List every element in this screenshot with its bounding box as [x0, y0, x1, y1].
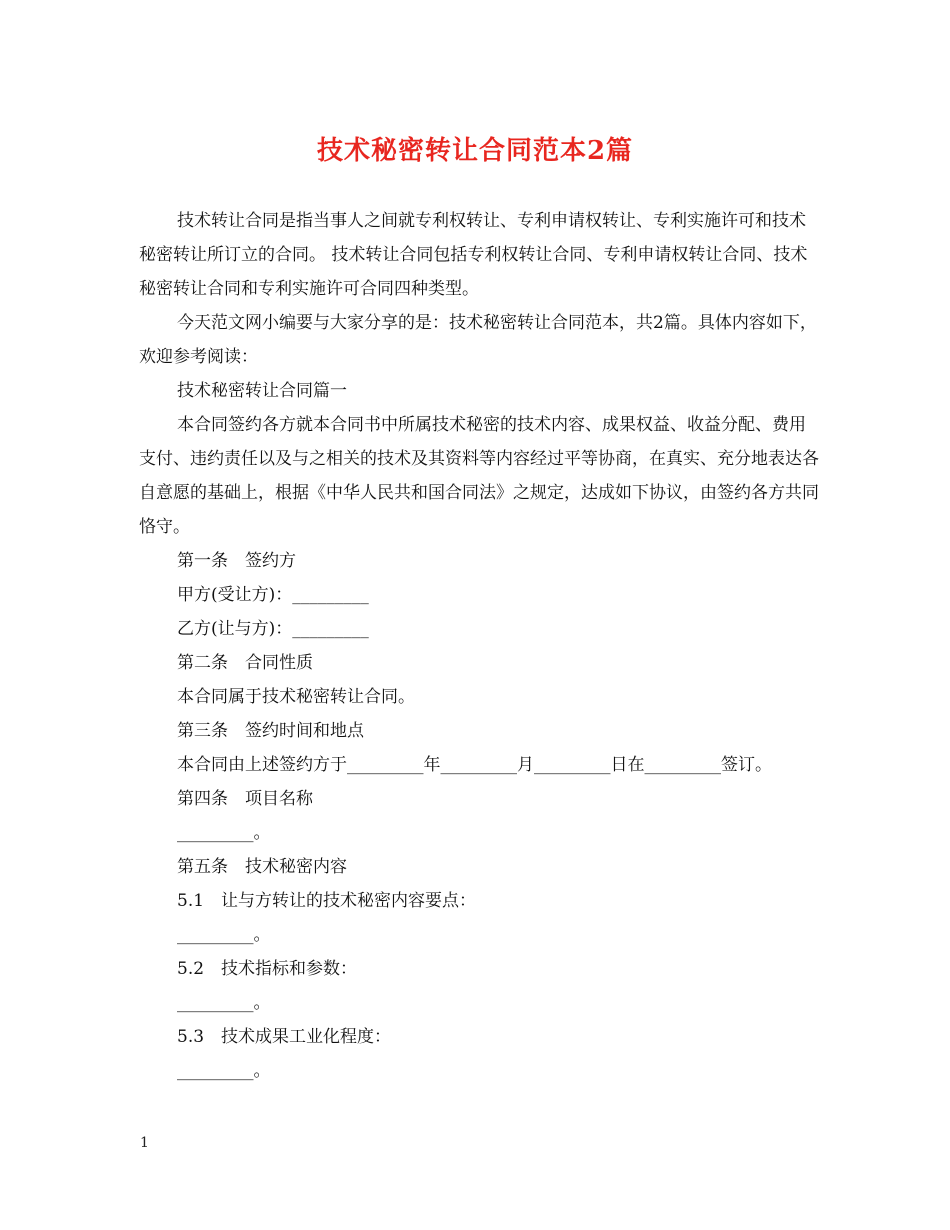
- section-heading: 技术秘密转让合同篇一: [177, 381, 347, 401]
- page-number: 1: [140, 1135, 149, 1151]
- article-2-heading: 第二条 合同性质: [177, 653, 313, 673]
- clause-5-1-blank: _________。: [177, 925, 271, 945]
- contract-preamble: 本合同签约各方就本合同书中所属技术秘密的技术内容、成果权益、收益分配、费用支付、违约责任以及与之相关的技术及其资料等内容经过平等协商，在真实、充分地表达各自意愿的基础上，根据《中华人民共和国合同法》之规定，达成如下协议，由签约各方共同恪守。: [139, 415, 819, 537]
- clause-5-2-blank: _________。: [177, 993, 271, 1013]
- document-body: [139, 204, 819, 1088]
- contract-nature-line: 本合同属于技术秘密转让合同。: [177, 687, 415, 707]
- share-paragraph: 今天范文网小编要与大家分享的是：技术秘密转让合同范本，共2篇。具体内容如下，欢迎参考阅读：: [139, 313, 817, 367]
- clause-5-1: 5.1 让与方转让的技术秘密内容要点：: [177, 891, 477, 911]
- party-a-line: 甲方(受让方)：_________: [177, 585, 369, 605]
- article-4-heading: 第四条 项目名称: [177, 789, 313, 809]
- clause-5-3-blank: _________。: [177, 1061, 271, 1081]
- clause-5-3: 5.3 技术成果工业化程度：: [177, 1027, 392, 1047]
- party-b-line: 乙方(让与方)：_________: [177, 619, 369, 639]
- document-title: 技术秘密转让合同范本2篇: [316, 136, 634, 166]
- project-name-blank: _________。: [177, 823, 271, 843]
- article-3-heading: 第三条 签约时间和地点: [177, 721, 364, 741]
- clause-5-2: 5.2 技术指标和参数：: [177, 959, 358, 979]
- article-5-heading: 第五条 技术秘密内容: [177, 857, 347, 877]
- article-1-heading: 第一条 签约方: [177, 551, 296, 571]
- signing-date-line: 本合同由上述签约方于_________年_________月_________日在_________签订。: [177, 755, 772, 775]
- intro-paragraph: 技术转让合同是指当事人之间就专利权转让、专利申请权转让、专利实施许可和技术秘密转让所订立的合同。 技术转让合同包括专利权转让合同、专利申请权转让合同、技术秘密转让合同和专利实施许可合同四种类型。: [139, 211, 808, 299]
